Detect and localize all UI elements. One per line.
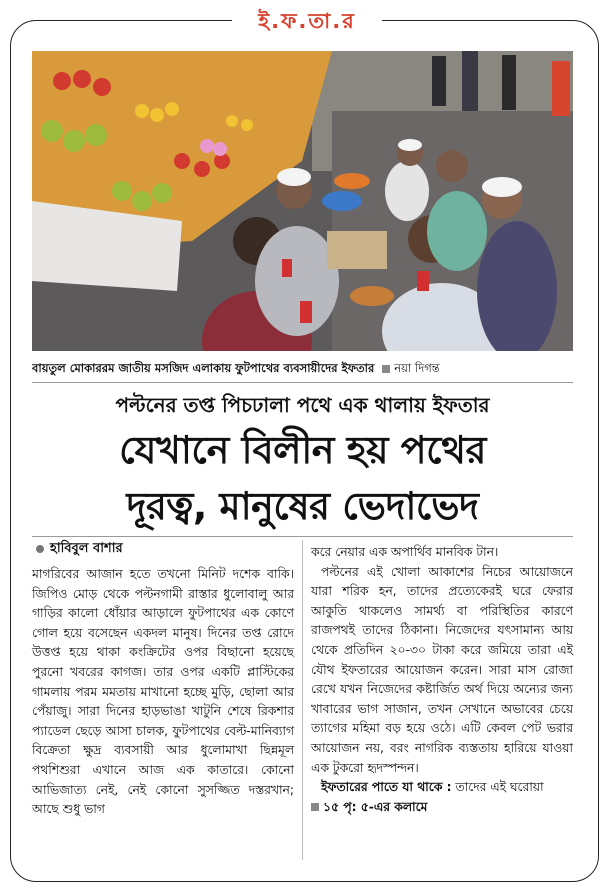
- bullet-icon: [36, 545, 44, 553]
- body-paragraph: পল্টনের এই খোলা আকাশের নিচের আয়োজনে যারা শরিক হন, তাদের প্রত্যেকেরই ঘরে ফেরার আকুতি থাকলেও সামর্থ্য বা পরিস্থিতির কারণে রাজপথই তাদের ঠিকানা। নিজেদের যৎসামান্য আয় থেকে প্রতিদিন ২০-৩০ টাকা করে জমিয়ে তারা এই যৌথ ইফতারের আয়োজন করেন। সারা মাস রোজা রেখে যখন নিজেদের কষ্টার্জিত অর্থ দিয়ে অন্যের জন্য খাবারের ভাগ সাজান, তখন সেখানে অভাবের চেয়ে ত্যাগের মহিমা বড় হয়ে ওঠে। এটি কেবল পেট ভরার আয়োজন নয়, বরং নাগরিক ব্যস্ততায় হারিয়ে যাওয়া এক টুকরো হৃদস্পন্দন।: [311, 564, 573, 775]
- square-bullet-icon: [382, 365, 390, 373]
- section-tag: ই.ফ.তা.র: [232, 6, 382, 36]
- author-name: হাবিবুল বাশার: [50, 541, 123, 556]
- iftar-photo-illustration: [32, 51, 573, 351]
- byline: [36, 540, 123, 558]
- article-column-left: [32, 565, 294, 820]
- headline-line-2: দূরত্ব, মানুষের ভেদাভেদ: [126, 484, 479, 528]
- subhead: ইফতারের পাতে যা থাকে :: [321, 780, 452, 795]
- photo-credit: নয়া দিগন্ত: [394, 361, 440, 375]
- article-kicker: পল্টনের তপ্ত পিচঢালা পথে এক থালায় ইফতার: [115, 393, 490, 417]
- continued-line: [311, 798, 573, 818]
- body-text: তাদের এই ঘরোয়া: [451, 780, 544, 795]
- divider: [32, 382, 573, 383]
- photo-caption-text: বায়তুল মোকাররম জাতীয় মসজিদ এলাকায় ফুটপাথের ব্যবসায়ীদের ইফতার: [32, 361, 375, 375]
- column-divider: [302, 540, 303, 860]
- article-column-right: [311, 543, 573, 817]
- square-bullet-icon: [311, 803, 319, 811]
- article-headline: [32, 422, 573, 534]
- continued-reference: ১৫ পৃ: ৫-এর কলামে: [323, 799, 428, 814]
- divider: [32, 536, 573, 537]
- article-photo: [32, 51, 573, 351]
- body-paragraph: মাগরিবের আজান হতে তখনো মিনিট দশেক বাকি। জিপিও মোড় থেকে পল্টনগামী রাস্তার ধুলোবালু আর গাড়ির কালো ধোঁয়ার আড়ালে ফুটপাথের এক কোণে গোল হয়ে বসেছেন একদল মানুষ। দিনের তপ্ত রোদে উত্তপ্ত হয়ে থাকা কংক্রিটের ওপর বিছানো হয়েছে পুরনো খবরের কাগজ। তার ওপর একটি প্লাস্টিকের গামলায় পরম মমতায় মাখানো হচ্ছে মুড়ি, ছোলা আর পেঁয়াজু। সারা দিনের হাড়ভাঙা খাটুনি শেষে রিকশার প্যাডেল ছেড়ে আসা চালক, ফুটপাথের বেল্ট-মানিব্যাগ বিক্রেতা ক্ষুদ্র ব্যবসায়ী আর ধুলোমাখা ছিন্নমূল পথশিশুরা এখানে আজ এক কাতারে। কোনো আভিজাত্য নেই, নেই কোনো সুসজ্জিত দস্তরখান; আছে শুধু ভাগ: [32, 567, 294, 817]
- body-paragraph: করে নেয়ার এক অপার্থিব মানবিক টান।: [311, 545, 499, 559]
- headline-line-1: যেখানে বিলীন হয় পথের: [119, 428, 486, 472]
- photo-caption: [32, 358, 573, 378]
- body-paragraph: [311, 778, 573, 798]
